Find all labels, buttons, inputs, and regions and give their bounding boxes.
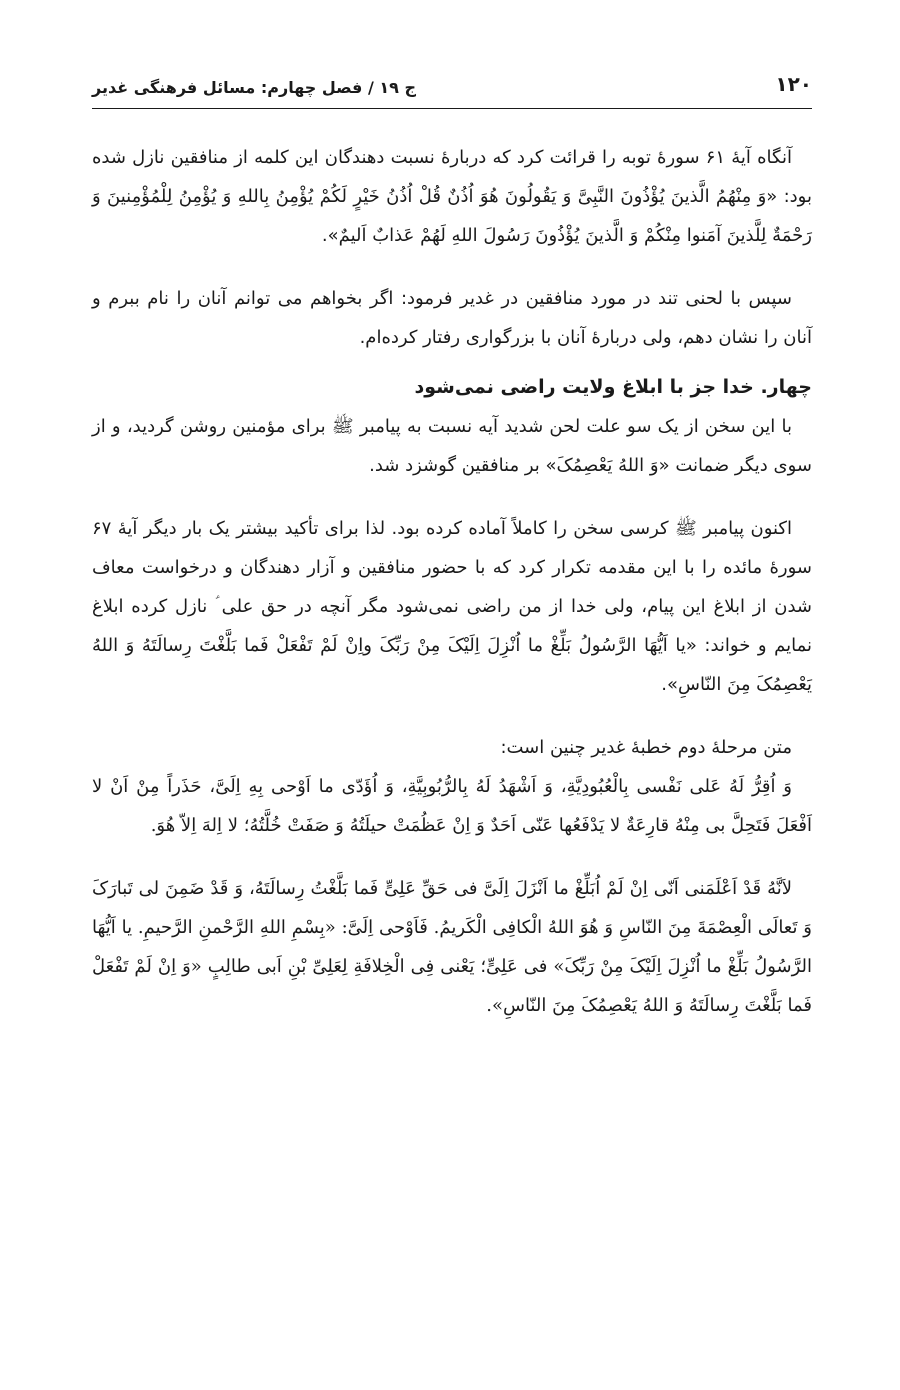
paragraph-5: متن مرحلهٔ دوم خطبهٔ غدیر چنین است: bbox=[500, 737, 792, 758]
paragraph-1: آنگاه آیهٔ ۶۱ سورهٔ توبه را قرائت کرد که دربارهٔ نسبت دهندگان این کلمه از منافقین نازل شده بود: «وَ مِنْهُمُ الَّذینَ یُؤْذُونَ النَّبِیَّ وَ یَقُولُونَ هُوَ اُذُنٌ قُلْ اُذُنُ خَیْرٍ لَکُمْ یُؤْمِنُ بِاللهِ وَ یُؤْمِنُ لِلْمُؤْمِنینَ وَ رَحْمَةٌ لِلَّذینَ آمَنوا مِنْکُمْ وَ الَّذینَ یُؤْذُونَ رَسُولَ اللهِ لَهُمْ عَذابٌ اَلیمٌ». bbox=[92, 147, 812, 246]
section-heading: چهار. خدا جز با ابلاغ ولایت راضی نمی‌شود bbox=[414, 376, 812, 398]
paragraph-2: سپس با لحنی تند در مورد منافقین در غدیر فرمود: اگر بخواهم می توانم آنان را نام ببرم و آنان را نشان دهم، ولی دربارهٔ آنان با بزرگواری رفتار کرده‌ام. bbox=[92, 288, 812, 348]
page-body bbox=[92, 138, 812, 1025]
paragraph-4: اکنون پیامبر ﷺ کرسی سخن را کاملاً آماده کرده بود. لذا برای تأکید بیشتر یک بار دیگر آیهٔ ۶۷ سورهٔ مائده را با این مقدمه تکرار کرد که با حضور منافقین و آزار دهندگان و درخواست معاف شدن از ابلاغ این پیام، ولی خدا از من راضی نمی‌شود مگر آنچه در حق علی ؑ نازل کرده ابلاغ نمایم و خواند: «یا اَیُّهَا الرَّسُولُ بَلِّغْ ما اُنْزِلَ اِلَیْکَ مِنْ رَبِّکَ واِنْ لَمْ تَفْعَلْ فَما بَلَّغْتَ رِسالَتَهُ وَ اللهُ یَعْصِمُکَ مِنَ النّاسِ». bbox=[92, 518, 812, 695]
paragraph-3: با این سخن از یک سو علت لحن شدید آیه نسبت به پیامبر ﷺ برای مؤمنین روشن گردید، و از سوی دیگر ضمانت «وَ اللهُ یَعْصِمُکَ» بر منافقین گوشزد شد. bbox=[92, 416, 812, 476]
running-title: ج ۱۹ / فصل چهارم: مسائل فرهنگی غدیر bbox=[92, 78, 417, 97]
sermon-text-2: لاَنَّهُ قَدْ اَعْلَمَنی اَنّی اِنْ لَمْ اُبَلِّغْ ما اَنْزَلَ اِلَیَّ فی حَقِّ عَلِیٍّ فَما بَلَّغْتُ رِسالَتَهُ، وَ قَدْ ضَمِنَ لی تَبارَکَ وَ تَعالَی الْعِصْمَةَ مِنَ النّاسِ وَ هُوَ اللهُ الْکافِی الْکَریمُ. فَاَوْحی اِلَیَّ: «بِسْمِ اللهِ الرَّحْمنِ الرَّحیمِ. یا اَیُّهَا الرَّسُولُ بَلِّغْ ما اُنْزِلَ اِلَیْکَ مِنْ رَبِّکَ» فی عَلِیٍّ؛ یَعْنی فِی الْخِلافَةِ لِعَلِیِّ بْنِ اَبی طالِبٍ «وَ اِنْ لَمْ تَفْعَلْ فَما بَلَّغْتَ رِسالَتَهُ وَ اللهُ یَعْصِمُکَ مِنَ النّاسِ». bbox=[92, 878, 812, 1016]
page-number: ۱۲۰ bbox=[775, 72, 812, 96]
sermon-text-1: وَ اُقِرُّ لَهُ عَلی نَفْسی بِالْعُبُودِیَّةِ، وَ اَشْهَدُ لَهُ بِالرُّبُوبِیَّةِ، وَ اُؤَدّی ما اَوْحی بِهِ اِلَیَّ، حَذَراً مِنْ اَنْ لا اَفْعَلَ فَتَحِلَّ بی مِنْهُ قارِعَةٌ لا یَدْفَعُها عَنّی اَحَدٌ وَ اِنْ عَظُمَتْ حیلَتُهُ وَ صَفَتْ خُلَّتُهُ؛ لا اِلهَ اِلاّ هُوَ. bbox=[92, 776, 812, 836]
page-header bbox=[92, 66, 812, 109]
